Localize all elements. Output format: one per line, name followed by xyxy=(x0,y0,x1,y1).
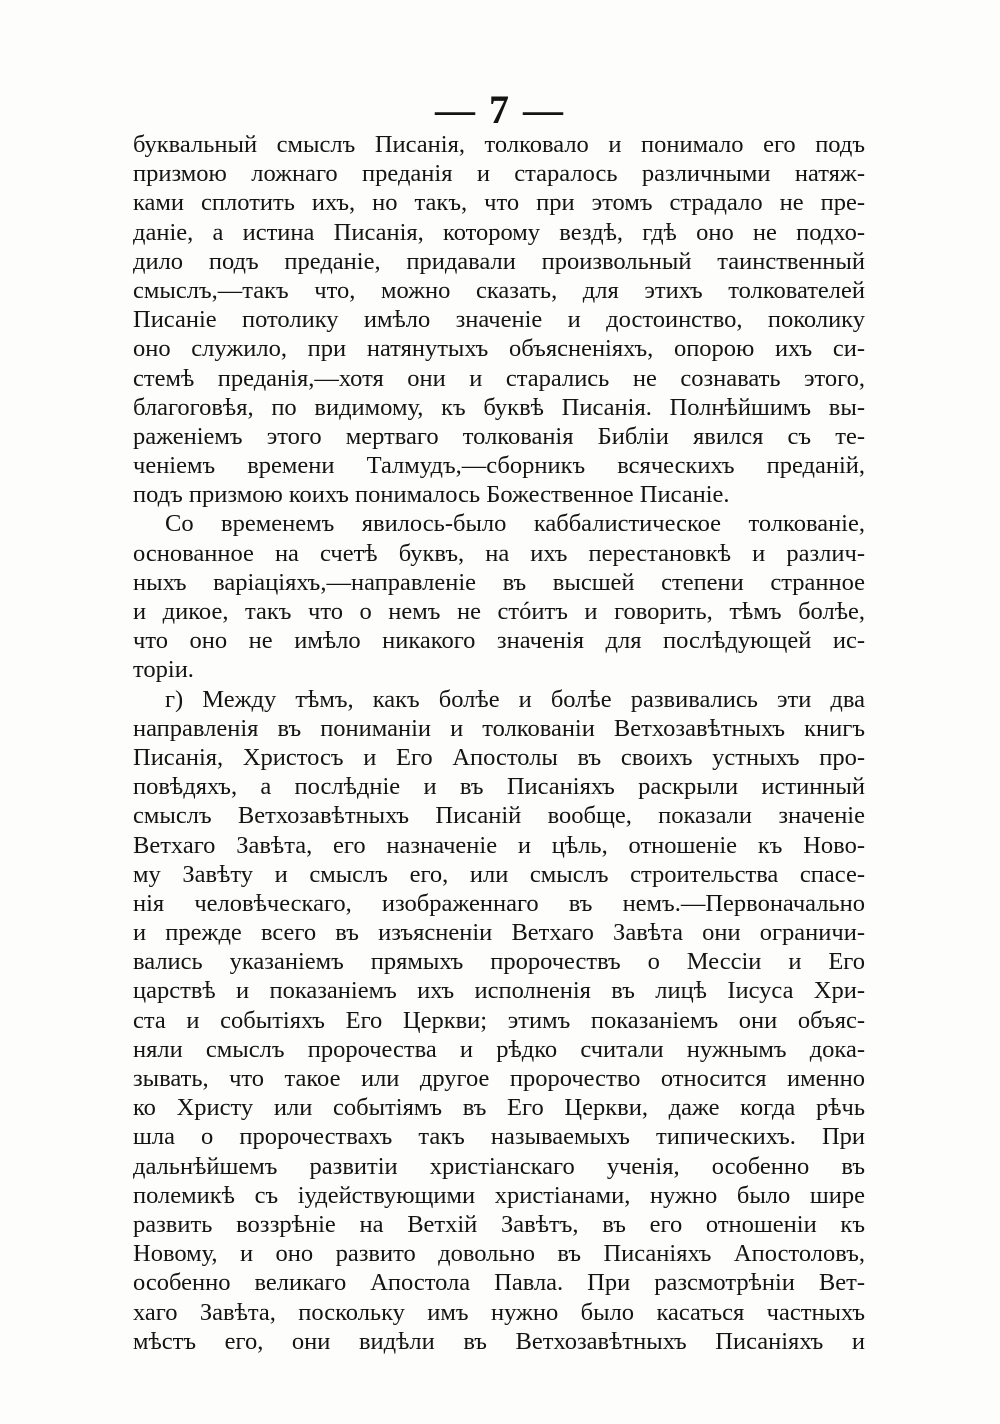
text-line: полемикѣ съ іудействующими христіанами, нужно было шире xyxy=(133,1181,865,1209)
text-line: Со временемъ явилось-было каббалистическое толкованіе, xyxy=(165,510,865,538)
text-line: оно служило, при натянутыхъ объясненіяхъ, опорою ихъ си- xyxy=(133,335,865,363)
text-line: вались указаніемъ прямыхъ пророчествъ о Мессіи и Его xyxy=(133,948,865,976)
text-line: Ветхаго Завѣта, его назначеніе и цѣль, отношеніе къ Ново- xyxy=(133,831,865,859)
text-line: даніе, а истина Писанія, которому вездѣ, гдѣ оно не подхо- xyxy=(133,218,865,246)
text-line: царствѣ и показаніемъ ихъ исполненія въ лицѣ Іисуса Хри- xyxy=(133,977,865,1005)
text-line: стемѣ преданія,—хотя они и старались не сознавать этого, xyxy=(133,364,865,392)
body-text xyxy=(133,130,865,1356)
text-line: ста и событіяхъ Его Церкви; этимъ показаніемъ они объяс- xyxy=(133,1006,865,1034)
text-line: хаго Завѣта, поскольку имъ нужно было касаться частныхъ xyxy=(133,1298,865,1326)
text-line: няли смыслъ пророчества и рѣдко считали нужнымъ дока- xyxy=(133,1035,865,1063)
text-line: благоговѣя, по видимому, къ буквѣ Писанія. Полнѣйшимъ вы- xyxy=(133,393,865,421)
text-line: особенно великаго Апостола Павла. При разсмотрѣніи Вет- xyxy=(133,1269,865,1297)
text-line: мѣстъ его, они видѣли въ Ветхозавѣтныхъ Писаніяхъ и xyxy=(133,1327,865,1355)
text-line: торіи. xyxy=(133,656,194,684)
text-line: шла о пророчествахъ такъ называемыхъ типическихъ. При xyxy=(133,1123,865,1151)
text-line: развить воззрѣніе на Ветхій Завѣтъ, въ его отношеніи къ xyxy=(133,1210,865,1238)
text-line: повѣдяхъ, а послѣдніе и въ Писаніяхъ раскрыли истинный xyxy=(133,773,865,801)
text-line: нія человѣческаго, изображеннаго въ немъ.—Первоначально xyxy=(133,889,865,917)
text-line: ныхъ варіаціяхъ,—направленіе въ высшей степени странное xyxy=(133,568,865,596)
text-line: Писаніе потолику имѣло значеніе и достоинство, поколику xyxy=(133,306,865,334)
text-line: и дикое, такъ что о немъ не стóитъ и говорить, тѣмъ болѣе, xyxy=(133,598,865,625)
text-line: ками сплотить ихъ, но такъ, что при этомъ страдало не пре- xyxy=(133,189,865,217)
text-line: подъ призмою коихъ понималось Божественное Писаніе. xyxy=(133,481,730,509)
text-line: дальнѣйшемъ развитіи христіанскаго ученія, особенно въ xyxy=(133,1152,865,1180)
text-line: г) Между тѣмъ, какъ болѣе и болѣе развивались эти два xyxy=(165,685,865,713)
text-line: зывать, что такое или другое пророчество относится именно xyxy=(133,1065,865,1092)
text-line: дило подъ преданіе, придавали произвольный таинственный xyxy=(133,247,865,275)
text-line: Новому, и оно развито довольно въ Писаніяхъ Апостоловъ, xyxy=(133,1240,865,1268)
text-line: раженіемъ этого мертваго толкованія Библіи явился съ те- xyxy=(133,422,865,450)
text-line: направленія въ пониманіи и толкованіи Ветхозавѣтныхъ книгъ xyxy=(133,714,865,742)
text-line: основанное на счетѣ буквъ, на ихъ перестановкѣ и различ- xyxy=(133,539,865,567)
text-line: му Завѣту и смыслъ его, или смыслъ строительства спасе- xyxy=(133,860,865,888)
text-line: смыслъ,—такъ что, можно сказать, для этихъ толкователей xyxy=(133,276,865,304)
text-line: Писанія, Христосъ и Его Апостолы въ своихъ устныхъ про- xyxy=(133,743,865,771)
text-line: ко Христу или событіямъ въ Его Церкви, даже когда рѣчь xyxy=(133,1094,865,1122)
text-line: призмою ложнаго преданія и старалось различными натяж- xyxy=(133,160,865,188)
text-line: и прежде всего въ изъясненіи Ветхаго Завѣта они ограничи- xyxy=(133,919,865,947)
text-line: буквальный смыслъ Писанія, толковало и понимало его подъ xyxy=(133,131,865,158)
page-number: — 7 — xyxy=(435,87,565,132)
text-line: ченіемъ времени Талмудъ,—сборникъ всяческихъ преданій, xyxy=(133,452,865,480)
text-line: смыслъ Ветхозавѣтныхъ Писаній вообще, показали значеніе xyxy=(133,802,865,830)
text-line: что оно не имѣло никакого значенія для послѣдующей ис- xyxy=(133,627,865,655)
